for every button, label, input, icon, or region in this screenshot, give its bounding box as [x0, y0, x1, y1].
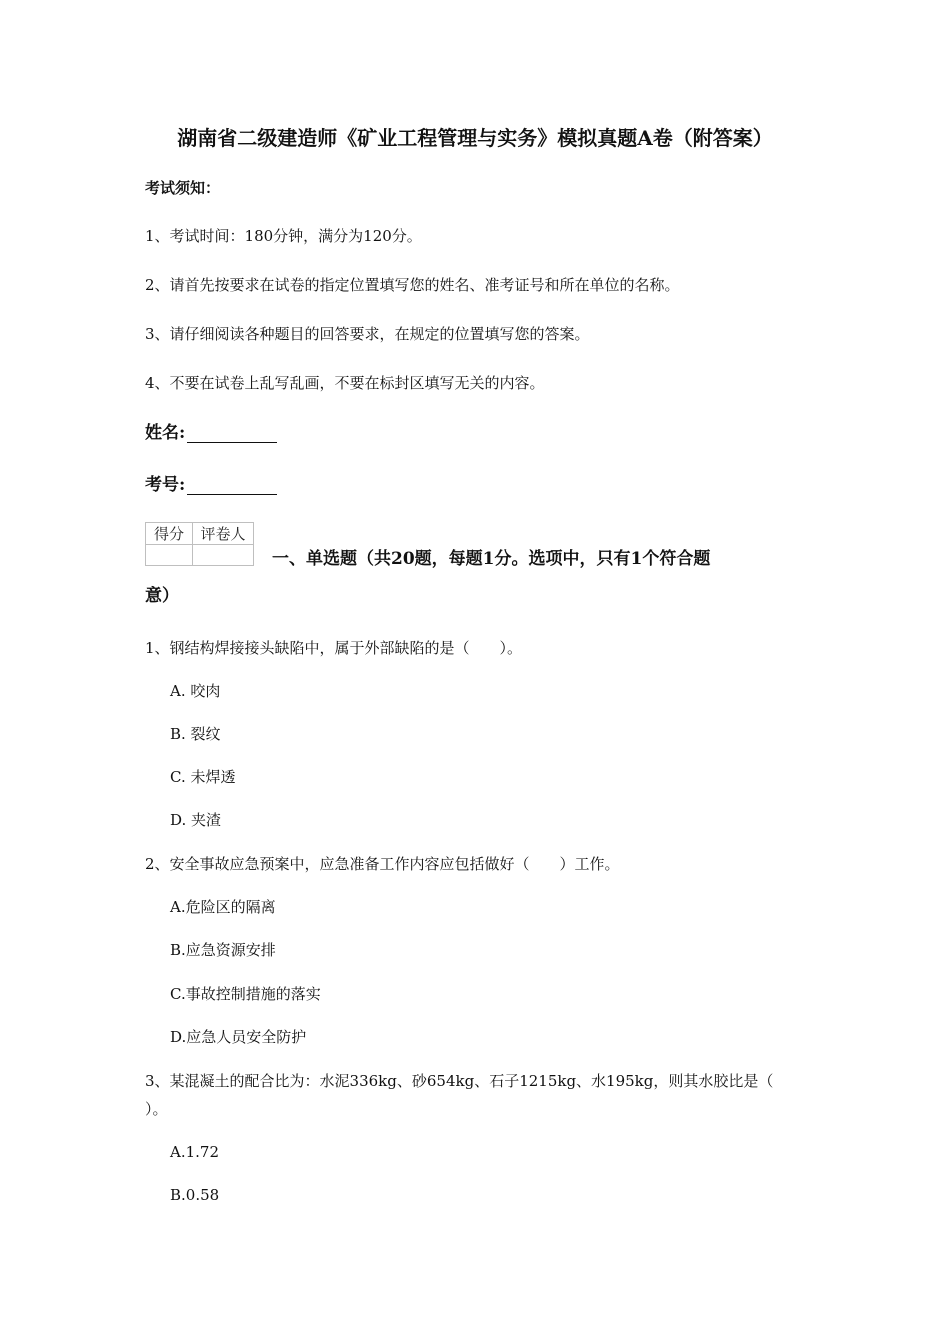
- score-cell[interactable]: [146, 545, 193, 566]
- notice-item: 1、考试时间：180分钟，满分为120分。: [145, 227, 422, 245]
- option-a: A.危险区的隔离: [170, 898, 276, 916]
- exam-number-field: [145, 475, 277, 495]
- name-blank[interactable]: [187, 424, 277, 443]
- name-label: 姓名:: [145, 423, 186, 443]
- option-a: A.1.72: [170, 1143, 219, 1161]
- question-stem: 1、钢结构焊接接头缺陷中，属于外部缺陷的是（ ）。: [145, 639, 523, 657]
- notice-item: 4、不要在试卷上乱写乱画，不要在标封区填写无关的内容。: [145, 374, 545, 392]
- question-stem-cont: ）。: [145, 1100, 168, 1118]
- score-table: [145, 522, 254, 566]
- option-c: C.事故控制措施的落实: [170, 985, 321, 1003]
- grader-header: 评卷人: [193, 523, 254, 545]
- name-field: [145, 423, 277, 443]
- score-header: 得分: [146, 523, 193, 545]
- option-b: B.应急资源安排: [170, 941, 276, 959]
- question-stem: 3、某混凝土的配合比为：水泥336kg、砂654kg、石子1215kg、水195kg，则其水胶比是（: [145, 1072, 774, 1090]
- option-a: A. 咬肉: [170, 682, 221, 700]
- exam-number-blank[interactable]: [187, 476, 277, 495]
- option-b: B.0.58: [170, 1186, 220, 1204]
- option-c: C. 未焊透: [170, 768, 236, 786]
- notice-item: 3、请仔细阅读各种题目的回答要求，在规定的位置填写您的答案。: [145, 325, 590, 343]
- option-d: D.应急人员安全防护: [170, 1028, 307, 1046]
- section-heading: 一、单选题（共20题，每题1分。选项中，只有1个符合题: [272, 549, 711, 569]
- notice-heading: 考试须知：: [145, 179, 221, 197]
- page-title: 湖南省二级建造师《矿业工程管理与实务》模拟真题A卷（附答案）: [177, 126, 773, 150]
- question-stem: 2、安全事故应急预案中，应急准备工作内容应包括做好（ ）工作。: [145, 855, 620, 873]
- notice-item: 2、请首先按要求在试卷的指定位置填写您的姓名、准考证号和所在单位的名称。: [145, 276, 680, 294]
- grader-cell[interactable]: [193, 545, 254, 566]
- option-b: B. 裂纹: [170, 725, 221, 743]
- section-heading-cont: 意）: [145, 586, 179, 606]
- exam-number-label: 考号:: [145, 475, 186, 495]
- option-d: D. 夹渣: [170, 811, 222, 829]
